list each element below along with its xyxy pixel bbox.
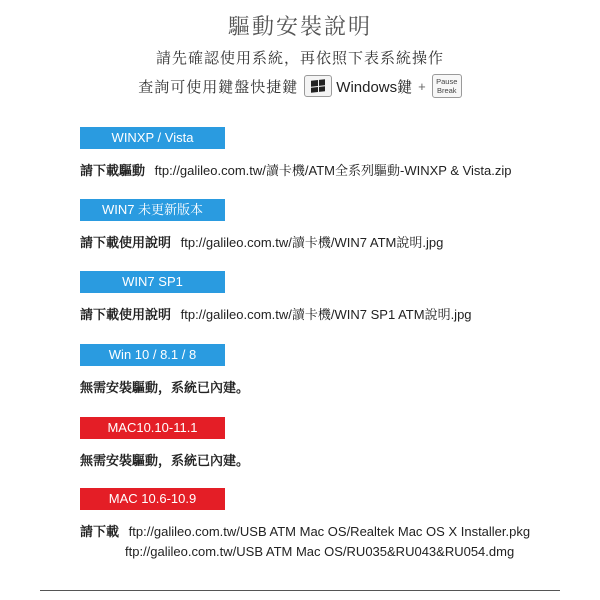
download-link[interactable]: ftp://galileo.com.tw/讀卡機/WIN7 SP1 ATM說明.jpg	[180, 307, 472, 322]
instruction-line	[80, 304, 472, 323]
os-tag: Win 10 / 8.1 / 8	[80, 344, 225, 366]
download-link-second[interactable]: ftp://galileo.com.tw/USB ATM Mac OS/RU035&RU043&RU054.dmg	[125, 544, 515, 559]
instruction-line	[80, 521, 530, 540]
instruction-line	[80, 160, 512, 179]
pause-break-key-icon	[432, 74, 462, 98]
windows-key-icon	[304, 75, 332, 97]
instruction-label: 請下載使用說明	[80, 307, 172, 322]
section-mac-10-10	[80, 417, 250, 468]
instruction-label: 請下載驅動	[80, 163, 146, 178]
os-tag: WINXP / Vista	[80, 127, 225, 149]
shortcut-prefix: 查詢可使用鍵盤快捷鍵	[138, 78, 299, 96]
download-link[interactable]: ftp://galileo.com.tw/讀卡機/ATM全系列驅動-WINXP & Vista.zip	[154, 163, 512, 178]
section-mac-10-6	[80, 488, 531, 559]
os-tag: WIN7 SP1	[80, 271, 225, 293]
download-link[interactable]: ftp://galileo.com.tw/USB ATM Mac OS/Realtek Mac OS X Installer.pkg	[128, 524, 531, 539]
instruction-label: 無需安裝驅動，系統已內建。	[80, 453, 250, 468]
plus-sign: +	[418, 78, 426, 94]
instruction-label: 請下載	[80, 524, 120, 539]
windows-key-label: Windows鍵	[336, 78, 413, 96]
shortcut-hint	[0, 74, 600, 98]
break-key-label: Break	[436, 86, 457, 95]
instruction-line	[80, 450, 255, 469]
instruction-label: 請下載使用說明	[80, 235, 172, 250]
section-win7-sp1	[80, 271, 472, 322]
os-tag: MAC 10.6-10.9	[80, 488, 225, 510]
instruction-line	[80, 232, 443, 251]
instruction-label: 無需安裝驅動，系統已內建。	[80, 380, 250, 395]
instruction-line	[80, 377, 255, 396]
windows-logo-icon	[311, 79, 325, 92]
page-subtitle: 請先確認使用系統，再依照下表系統操作	[155, 50, 444, 67]
section-winxp-vista	[80, 127, 512, 178]
os-tag: MAC10.10-11.1	[80, 417, 225, 439]
section-win7-unupdated	[80, 199, 444, 250]
page-title: 驅動安裝說明	[227, 14, 372, 39]
bottom-divider	[40, 590, 560, 591]
download-link[interactable]: ftp://galileo.com.tw/讀卡機/WIN7 ATM說明.jpg	[180, 235, 444, 250]
pause-key-label: Pause	[436, 77, 458, 86]
section-win10	[80, 344, 250, 395]
os-tag: WIN7 未更新版本	[80, 199, 225, 221]
